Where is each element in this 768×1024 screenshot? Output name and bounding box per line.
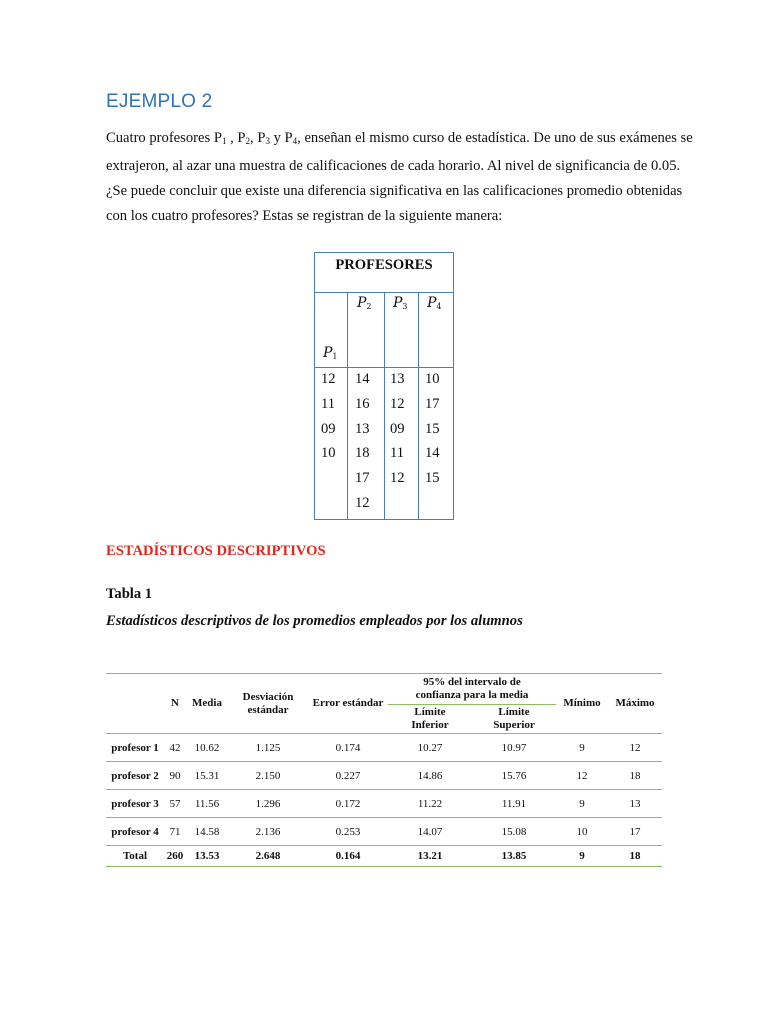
table-caption: Estadísticos descriptivos de los promedios empleados por los alumnos bbox=[106, 613, 523, 629]
table-number: Tabla 1 bbox=[106, 586, 153, 602]
cell-p2-5: 17 bbox=[355, 470, 370, 486]
header-media: Media bbox=[192, 697, 222, 709]
cell-p3-1: 13 bbox=[390, 371, 405, 387]
table-row bbox=[106, 762, 662, 790]
section-title: ESTADÍSTICOS DESCRIPTIVOS bbox=[106, 543, 326, 559]
header-limite-superior: Límite Superior bbox=[493, 706, 535, 731]
cell-n: 57 bbox=[169, 797, 181, 810]
header-empty bbox=[106, 674, 164, 734]
cell-sup: 11.91 bbox=[501, 797, 527, 810]
symbol-p1: $P_1$ bbox=[213, 130, 227, 146]
cell-desv: 1.296 bbox=[255, 797, 281, 810]
cell-media: 15.31 bbox=[194, 769, 220, 782]
cell-n: 71 bbox=[169, 825, 181, 838]
symbol-p3: $P_3$ bbox=[257, 130, 270, 146]
cell-max: 12 bbox=[629, 741, 641, 754]
descriptive-stats-table bbox=[106, 673, 662, 867]
cell-error: 0.172 bbox=[335, 797, 361, 810]
profesores-title: PROFESORES bbox=[315, 253, 453, 293]
cell-n: 260 bbox=[166, 850, 184, 862]
cell-error: 0.227 bbox=[335, 769, 361, 782]
header-limite-inferior: Límite Inferior bbox=[411, 706, 449, 731]
table-row-total bbox=[106, 846, 662, 867]
cell-p4-1: 10 bbox=[425, 371, 440, 387]
cell-media: 14.58 bbox=[194, 825, 220, 838]
cell-sup: 15.08 bbox=[501, 825, 527, 838]
cell-min: 9 bbox=[579, 741, 585, 754]
cell-p2-6: 12 bbox=[355, 495, 370, 511]
cell-p2-4: 18 bbox=[355, 445, 370, 461]
profesores-table bbox=[314, 252, 454, 520]
cell-error: 0.253 bbox=[335, 825, 361, 838]
row-label: profesor 1 bbox=[111, 741, 159, 754]
cell-inf: 11.22 bbox=[417, 797, 443, 810]
cell-max: 13 bbox=[629, 797, 641, 810]
cell-p4-4: 14 bbox=[425, 445, 440, 461]
cell-max: 18 bbox=[629, 850, 641, 862]
cell-sup: 15.76 bbox=[501, 769, 527, 782]
cell-p4-5: 15 bbox=[425, 470, 440, 486]
cell-p3-3: 09 bbox=[390, 421, 405, 437]
paragraph-line-2: extrajeron, al azar una muestra de calificaciones de cada horario. Al nivel de significancia de 0.05. bbox=[106, 158, 681, 174]
cell-min: 9 bbox=[579, 797, 585, 810]
header-minimo: Mínimo bbox=[563, 697, 601, 709]
row-label: profesor 2 bbox=[111, 769, 159, 782]
cell-desv: 2.648 bbox=[255, 850, 281, 862]
cell-n: 90 bbox=[169, 769, 181, 782]
header-p3: $P_3$ bbox=[393, 295, 408, 311]
cell-inf: 14.86 bbox=[417, 769, 443, 782]
cell-media: 10.62 bbox=[194, 741, 220, 754]
header-n: N bbox=[171, 697, 179, 709]
table-row bbox=[106, 734, 662, 762]
cell-p1-4: 10 bbox=[321, 445, 336, 461]
cell-sup: 13.85 bbox=[501, 850, 527, 862]
cell-desv: 1.125 bbox=[255, 741, 281, 754]
cell-desv: 2.136 bbox=[255, 825, 281, 838]
cell-error: 0.174 bbox=[335, 741, 361, 754]
cell-p2-2: 16 bbox=[355, 396, 370, 412]
cell-desv: 2.150 bbox=[255, 769, 281, 782]
cell-p1-1: 12 bbox=[321, 371, 336, 387]
cell-p3-2: 12 bbox=[390, 396, 405, 412]
paragraph-line-4: con los cuatro profesores? Estas se registran de la siguiente manera: bbox=[106, 208, 503, 224]
cell-p1-3: 09 bbox=[321, 421, 336, 437]
problem-statement bbox=[106, 126, 693, 229]
cell-p4-3: 15 bbox=[425, 421, 440, 437]
header-intervalo: 95% del intervalo de confianza para la media bbox=[388, 674, 556, 705]
page-heading: EJEMPLO 2 bbox=[106, 91, 213, 112]
header-p4: $P_4$ bbox=[427, 295, 442, 311]
paragraph-line-3: ¿Se puede concluir que existe una diferencia significativa en las calificaciones promedio obtenidas bbox=[106, 183, 683, 199]
cell-p2-1: 14 bbox=[355, 371, 370, 387]
header-maximo: Máximo bbox=[615, 697, 655, 709]
cell-error: 0.164 bbox=[335, 850, 361, 862]
cell-inf: 10.27 bbox=[417, 741, 443, 754]
cell-min: 9 bbox=[579, 850, 585, 862]
cell-max: 17 bbox=[629, 825, 641, 838]
cell-p3-5: 12 bbox=[390, 470, 405, 486]
row-label: profesor 3 bbox=[111, 797, 159, 810]
header-desviacion: Desviación estándar bbox=[242, 690, 294, 716]
paragraph-line-1: Cuatro profesores $P_1$ , $P_2$, $P_3$ y $P_4$, enseñan el mismo curso de estadística. De uno de sus exámenes se bbox=[106, 130, 693, 146]
row-label: profesor 4 bbox=[111, 825, 159, 838]
cell-max: 18 bbox=[629, 769, 641, 782]
table-row bbox=[106, 790, 662, 818]
cell-p3-4: 11 bbox=[390, 445, 405, 461]
cell-p1-2: 11 bbox=[321, 396, 336, 412]
cell-media: 13.53 bbox=[194, 850, 220, 862]
line1-suffix: , enseñan el mismo curso de estadística. De uno de sus exámenes se bbox=[297, 130, 693, 146]
row-label-total: Total bbox=[122, 850, 148, 862]
table-row bbox=[106, 818, 662, 846]
cell-sup: 10.97 bbox=[501, 741, 527, 754]
cell-min: 12 bbox=[576, 769, 588, 782]
symbol-p2: $P_2$ bbox=[237, 130, 251, 146]
cell-min: 10 bbox=[576, 825, 588, 838]
cell-p4-2: 17 bbox=[425, 396, 440, 412]
symbol-p4: $P_4$ bbox=[284, 130, 298, 146]
line1-prefix: Cuatro profesores bbox=[106, 130, 214, 146]
cell-inf: 14.07 bbox=[417, 825, 443, 838]
cell-inf: 13.21 bbox=[417, 850, 443, 862]
cell-media: 11.56 bbox=[194, 797, 220, 810]
header-p1: $P_1$ bbox=[323, 345, 338, 361]
header-error: Error estándar bbox=[312, 697, 384, 709]
header-p2: $P_2$ bbox=[357, 295, 372, 311]
cell-p2-3: 13 bbox=[355, 421, 370, 437]
cell-n: 42 bbox=[169, 741, 181, 754]
